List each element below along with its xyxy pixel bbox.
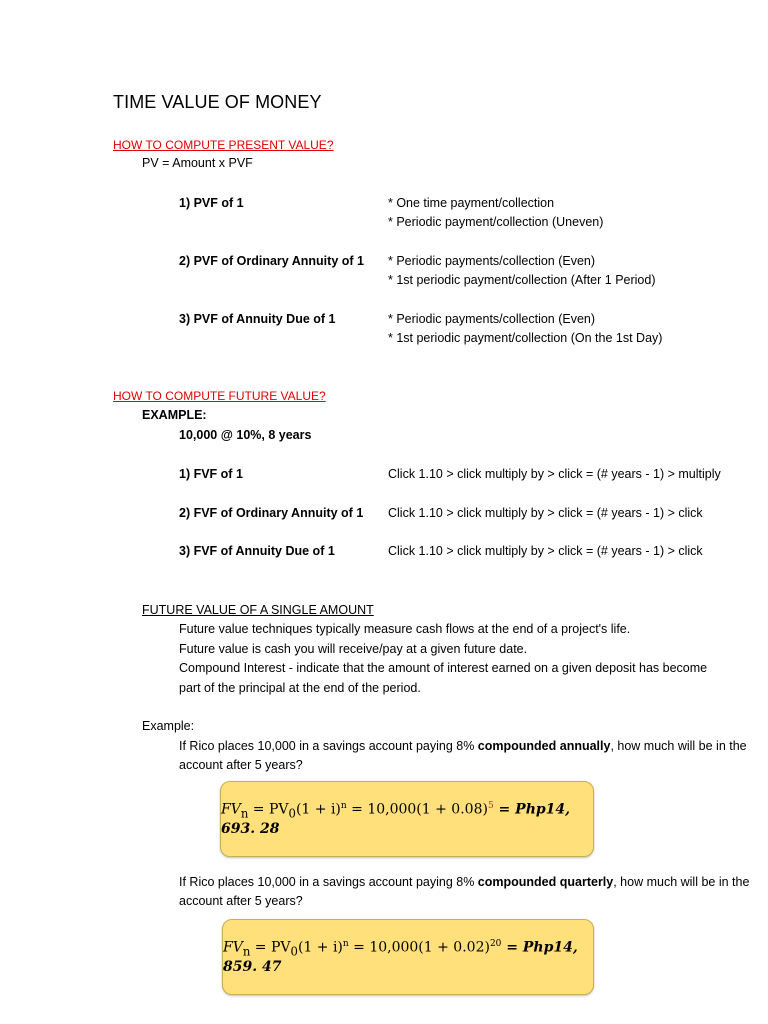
example-2-question-line2: account after 5 years? (179, 894, 303, 908)
pv-item-label: 2) PVF of Ordinary Annuity of 1 (179, 254, 364, 268)
pv-item-note: * Periodic payments/collection (Even) (388, 254, 596, 268)
example-2-question: If Rico places 10,000 in a savings account paying 8% compounded quarterly, how much will be in the (179, 875, 750, 889)
fv-item-instruction: Click 1.10 > click multiply by > click = (# years - 1) > click (388, 544, 703, 558)
fv-example-value: 10,000 @ 10%, 8 years (179, 428, 312, 442)
pv-item-note: * 1st periodic payment/collection (After 1 Period) (388, 273, 656, 287)
formula-annual: $FV_n = PV_0(1 + i)^n = 10,000(1 + 0.08)^5 = Php14$, 693. 28 (221, 801, 571, 837)
single-amount-line: Future value is cash you will receive/pay at a given future date. (179, 642, 528, 656)
fv-item-instruction: Click 1.10 > click multiply by > click = (# years - 1) > multiply (388, 467, 721, 481)
example-1-question-line2: account after 5 years? (179, 758, 303, 772)
fv-item-instruction: Click 1.10 > click multiply by > click = (# years - 1) > click (388, 506, 703, 520)
formula-box-quarterly (222, 919, 594, 995)
pv-formula: PV = Amount x PVF (142, 156, 253, 170)
fv-item-label: 2) FVF of Ordinary Annuity of 1 (179, 506, 364, 520)
formula-quarterly: $FV_n = PV_0(1 + i)^n = 10,000(1 + 0.02)^{20} = Php14$, 859. 47 (223, 939, 578, 975)
pv-item-label: 3) PVF of Annuity Due of 1 (179, 312, 336, 326)
page-title: TIME VALUE OF MONEY (113, 92, 322, 112)
example-label: Example: (142, 719, 195, 733)
fv-example-label: EXAMPLE: (142, 408, 207, 422)
fv-item-label: 3) FVF of Annuity Due of 1 (179, 544, 335, 558)
formula-box-annual (220, 781, 594, 857)
pv-heading: HOW TO COMPUTE PRESENT VALUE? (113, 138, 334, 152)
single-amount-line: Future value techniques typically measure cash flows at the end of a project's life. (179, 622, 631, 636)
pv-item-note: * 1st periodic payment/collection (On the 1st Day) (388, 331, 663, 345)
fv-item-label: 1) FVF of 1 (179, 467, 243, 481)
single-amount-heading: FUTURE VALUE OF A SINGLE AMOUNT (142, 603, 374, 617)
pv-item-note: * Periodic payments/collection (Even) (388, 312, 596, 326)
pv-item-note: * Periodic payment/collection (Uneven) (388, 215, 604, 229)
example-1-question: If Rico places 10,000 in a savings account paying 8% compounded annually, how much will be in the (179, 739, 747, 753)
pv-item-label: 1) PVF of 1 (179, 196, 244, 210)
fv-heading: HOW TO COMPUTE FUTURE VALUE? (113, 389, 326, 403)
pv-item-note: * One time payment/collection (388, 196, 555, 210)
single-amount-line: Compound Interest - indicate that the amount of interest earned on a given deposit has become (179, 661, 708, 675)
single-amount-line: part of the principal at the end of the period. (179, 681, 421, 695)
